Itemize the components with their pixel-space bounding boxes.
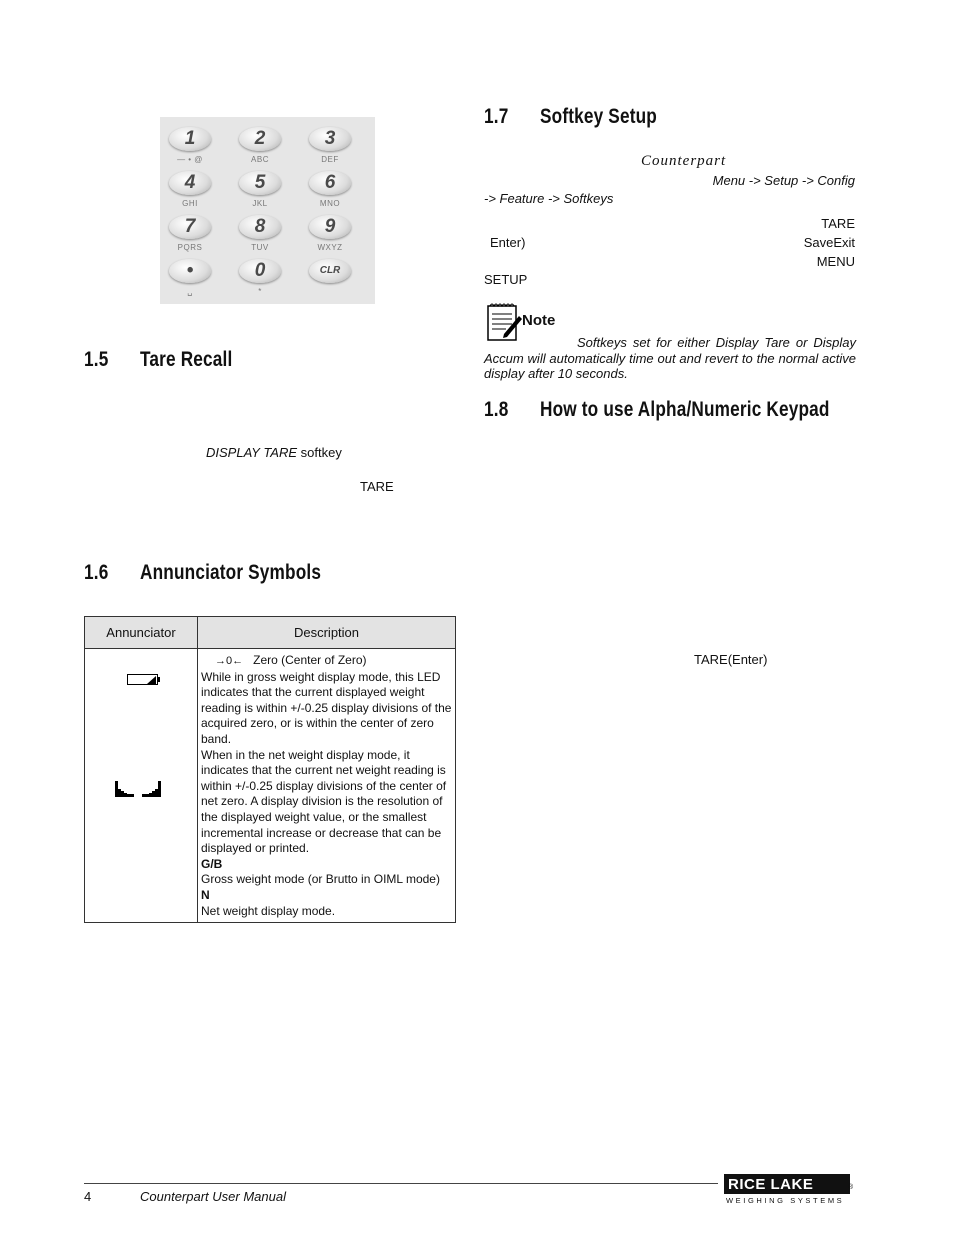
saveexit-key-text: SaveExit: [803, 235, 855, 250]
keypad-key-label: DEF: [321, 155, 339, 164]
section-number-1-8: 1.8: [484, 398, 509, 421]
logo-registered: ®: [848, 1184, 854, 1191]
keypad-key-glyph: 8: [254, 216, 266, 237]
setup-key-text: SETUP: [484, 272, 528, 287]
section-number-1-7: 1.7: [484, 105, 509, 128]
logo-main-text: RICE LAKE: [728, 1176, 814, 1193]
table-header-row: [85, 617, 456, 649]
footer-rule: [84, 1183, 718, 1184]
keypad-image: [160, 117, 375, 304]
softkey-word: softkey: [297, 445, 342, 460]
keypad-key-label: ABC: [251, 155, 269, 164]
section-title-softkey-setup: Softkey Setup: [540, 105, 657, 128]
logo-sub-text: WEIGHING SYSTEMS: [726, 1196, 845, 1205]
keypad-key: [309, 127, 351, 151]
zero-heading-line: [201, 653, 452, 670]
menu-key-text: MENU: [816, 254, 855, 269]
note-text: Softkeys set for either Display Tare or Display Accum will automatically time out and revert to the normal active display after 10 seconds.: [484, 335, 856, 382]
column-header-description: Description: [198, 617, 456, 649]
keypad-key-label: *: [258, 287, 262, 296]
keypad-key: [169, 259, 211, 283]
section-title-alpha-numeric-keypad: How to use Alpha/Numeric Keypad: [540, 398, 830, 421]
keypad-key: [169, 215, 211, 239]
column-header-annunciator: Annunciator: [85, 617, 198, 649]
keypad-key: [169, 171, 211, 195]
rice-lake-logo: [724, 1174, 856, 1208]
tare-key-text: TARE: [821, 216, 855, 231]
keypad-key: [239, 171, 281, 195]
keypad-key-label: TUV: [251, 243, 269, 252]
keypad-key: [309, 215, 351, 239]
section-title-tare-recall: Tare Recall: [140, 348, 233, 371]
annunciator-cell: [85, 649, 198, 923]
section-title-annunciator-symbols: Annunciator Symbols: [140, 561, 322, 584]
zero-heading: Zero (Center of Zero): [253, 653, 367, 667]
product-name: Counterpart: [641, 153, 727, 169]
keypad-key-glyph: •: [186, 260, 194, 281]
keypad-key-glyph: 5: [254, 172, 266, 193]
keypad-key: [169, 127, 211, 151]
n-heading: N: [201, 887, 210, 902]
annunciator-table: [84, 616, 456, 923]
keypad-key-label: JKL: [252, 199, 268, 208]
net-annunciator-icon: [114, 779, 168, 799]
note-label: Note: [522, 312, 556, 329]
center-of-zero-icon: →0←: [215, 655, 244, 667]
enter-key-text: Enter): [490, 235, 526, 250]
n-description: Net weight display mode.: [201, 903, 336, 918]
keypad-key-label: PQRS: [177, 243, 203, 252]
keypad-key-glyph: 9: [324, 216, 336, 237]
keypad-key-glyph: 7: [184, 216, 196, 237]
display-tare-label: DISPLAY TARE: [206, 445, 298, 460]
keypad-key: [309, 171, 351, 195]
keypad-key-label: GHI: [182, 199, 198, 208]
keypad-key-label: ␣: [187, 287, 193, 296]
table-row: [85, 649, 456, 923]
tare-key-label: TARE: [360, 479, 394, 494]
keypad-key-glyph: 4: [184, 172, 196, 193]
section-number-1-6: 1.6: [84, 561, 109, 584]
keypad-key-glyph: 2: [254, 128, 266, 149]
keypad-key-label: WXYZ: [317, 243, 343, 252]
keypad-key: [309, 259, 351, 283]
keypad-key: [239, 215, 281, 239]
gross-annunciator-icon: [127, 673, 161, 686]
description-cell: [198, 649, 456, 923]
zero-description-gross: While in gross weight display mode, this LED indicates that the current displayed weight reading is within +/-0.25 display divisions of the acquired zero, or is within the center of zero band.: [201, 669, 452, 746]
keypad-key-label: — • @: [177, 155, 203, 164]
display-tare-softkey-text: [206, 445, 342, 461]
zero-description-net: When in the net weight display mode, it indicates that the current net weight reading is within +/-0.25 display divisions of the center of net zero. A display division is the resolution of the displayed weight value, or the smallest incremental increase or decrease that can be displayed or printed.: [201, 747, 447, 856]
keypad-key-glyph: 1: [184, 128, 196, 149]
keypad-key-glyph: 6: [324, 172, 336, 193]
keypad-key: [239, 127, 281, 151]
page-number: 4: [84, 1189, 92, 1204]
section-number-1-5: 1.5: [84, 348, 109, 371]
gb-description: Gross weight mode (or Brutto in OIML mode): [201, 872, 440, 887]
menu-path-line-2: -> Feature -> Softkeys: [484, 191, 614, 206]
menu-path-line-1: Menu -> Setup -> Config: [712, 173, 855, 188]
gb-heading: G/B: [201, 856, 223, 871]
keypad-key-glyph: 3: [324, 128, 336, 149]
keypad-key: [239, 259, 281, 283]
keypad-key-label: MNO: [319, 199, 341, 208]
keypad-key-glyph: CLR: [319, 265, 341, 276]
keypad-key-glyph: 0: [254, 260, 266, 281]
manual-title: Counterpart User Manual: [140, 1189, 286, 1204]
tare-enter-text: TARE(Enter): [694, 652, 768, 667]
